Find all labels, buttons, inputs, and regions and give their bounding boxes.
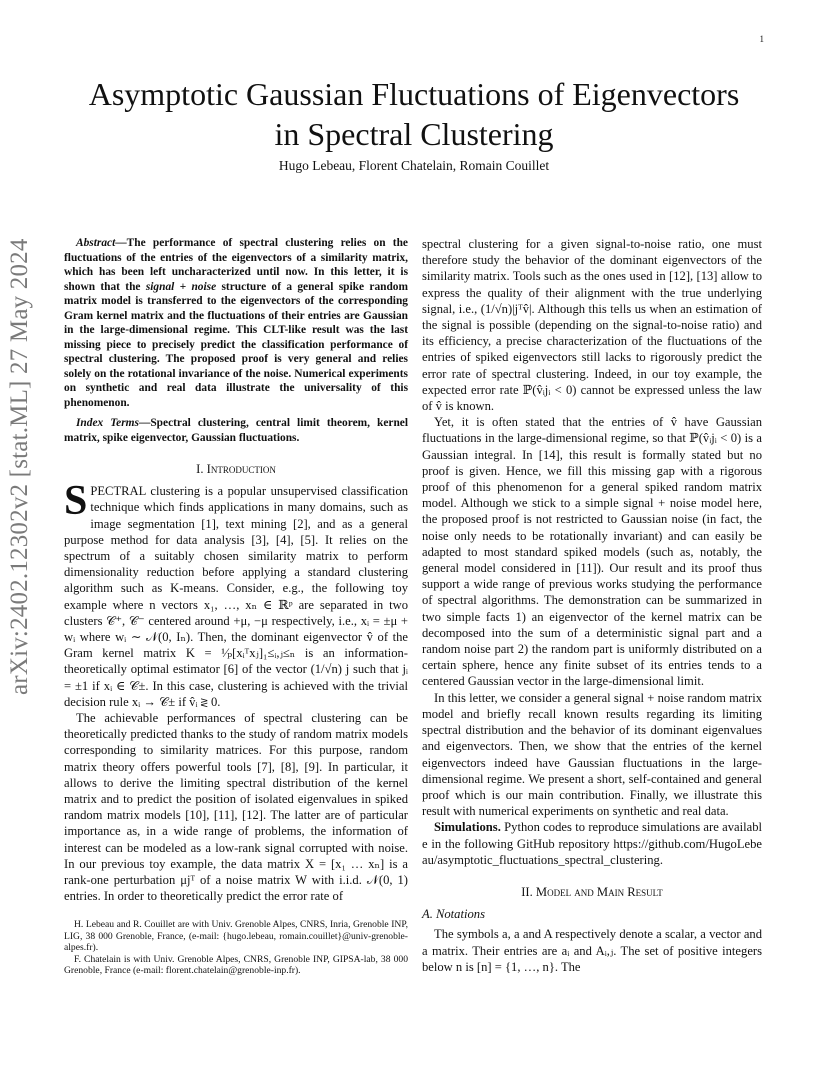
index-terms-text: Spectral clustering, central limit theorem, kernel matrix, spike eigenvector, Gaussian fluctuations. <box>64 417 408 444</box>
abstract-label: Abstract <box>76 237 116 249</box>
left-column <box>64 236 408 977</box>
abstract-text-1: The performance of spectral clustering relies on the fluctuations of the entries of the eigenvectors of a similarity matrix, which has been left uncharacterized until now. In this letter, it is shown that the <box>64 237 408 293</box>
footnote-affiliation-2: F. Chatelain is with Univ. Grenoble Alpes, CNRS, Grenoble INP, GIPSA-lab, 38 000 Grenoble, France (e-mail: florent.chatelain@grenoble-inp.fr). <box>64 953 408 977</box>
intro-paragraph-4: In this letter, we consider a general signal + noise random matrix model and briefly recall known results regarding its limiting spectral distribution and the behavior of its dominant eigenvalues and eigenvectors. Then, we show that the entries of the kernel eigenvectors indeed have Gaussian fluctuations in the large-dimensional regime. We present a short, self-contained and general proof which is our main contribution. Finally, we illustrate this result with numerical experiments on synthetic and real data. <box>422 690 762 819</box>
title-line-2: in Spectral Clustering <box>274 116 554 152</box>
arxiv-stamp: arXiv:2402.12302v2 [stat.ML] 27 May 2024 <box>6 238 33 695</box>
abstract-text-2: structure of a general spike random matrix model is transferred to the eigenvectors of the corresponding Gram kernel matrix and the fluctuations of their entries are Gaussian in the large-dimensional regime. This CLT-like result was the last missing piece to precisely predict the classification performance of spectral clustering. The proposed proof is very general and relies solely on the rotational invariance of the noise. Numerical experiments on synthetic and real data illustrate the universality of this phenomenon. <box>64 280 408 409</box>
author-list: Hugo Lebeau, Florent Chatelain, Romain Couillet <box>278 158 550 173</box>
right-column <box>422 236 762 975</box>
simulations-text: Python codes to reproduce simulations are available in the following GitHub repository https://github.com/HugoLebeau/asymptotic_fluctuations_spectral_clustering. <box>422 820 762 867</box>
paper-title <box>60 74 768 154</box>
page-number: 1 <box>759 34 764 44</box>
section-heading-introduction: I. Introduction <box>196 462 276 476</box>
drop-cap: S <box>64 478 88 525</box>
section-heading-model: II. Model and Main Result <box>521 884 663 899</box>
abstract: Abstract—The performance of spectral clustering relies on the fluctuations of the entries of the eigenvectors of a similarity matrix, which has been left uncharacterized until now. In this letter, it is shown that the signal + noise structure of a general spike random matrix model is transferred to the eigenvectors of the corresponding Gram kernel matrix and the fluctuations of their entries are Gaussian in the large-dimensional regime. This CLT-like result was the last missing piece to precisely predict the classification performance of spectral clustering. The proposed proof is very general and relies solely on the rotational invariance of the noise. Numerical experiments on synthetic and real data illustrate the universality of this phenomenon. <box>64 237 408 409</box>
notations-paragraph: The symbols a, a and A respectively denote a scalar, a vector and a matrix. Their entries are aᵢ and Aᵢ,ⱼ. The set of positive integers below n is [n] = {1, …, n}. The <box>422 927 762 974</box>
index-terms-label: Index Terms <box>76 417 139 429</box>
intro-paragraph-2-continued: spectral clustering for a given signal-to-noise ratio, one must therefore study the behavior of the dominant eigenvectors of the similarity matrix. Tools such as the ones used in [12], [13] allow to express the quality of their alignment with the true underlying signal, i.e., (1/√n)|jᵀv̂|. Although this tells us when an estimation of the signal is possible (depending on the signal-to-noise ratio) and its efficiency, a precise characterization of the fluctuations of the entries of spiked eigenvectors still lacks to rigorously predict the error rate of spectral clustering. Indeed, in our toy example, the expected error rate ℙ(v̂ᵢjᵢ < 0) cannot be expressed unless the law of v̂ is known. <box>422 237 762 414</box>
subsection-heading-notations: A. Notations <box>422 907 485 922</box>
abstract-emphasis: signal + noise <box>145 280 217 293</box>
footnote-divider <box>64 912 144 913</box>
simulations-label: Simulations. <box>434 820 501 835</box>
title-line-1: Asymptotic Gaussian Fluctuations of Eigenvectors <box>88 76 740 112</box>
intro-paragraph-2: The achievable performances of spectral clustering can be theoretically predicted thanks to the study of random matrix models corresponding to similarity matrices. For this purpose, random matrix theory offers powerful tools [7], [8], [9]. In particular, it allows to derive the limiting spectral distribution of the kernel matrix and to predict the position of isolated eigenvalues in spiked random matrix models [10], [11], [12]. The latter are of particular importance as, in a wide range of problems, the information of interest can be modeled as a low-rank signal corrupted with noise. In our previous toy example, the data matrix X = [x₁ … xₙ] is a rank-one perturbation μjᵀ of a noise matrix W with i.i.d. 𝒩(0, 1) entries. In order to theoretically predict the error rate of <box>64 711 408 904</box>
footnote-affiliation-1: H. Lebeau and R. Couillet are with Univ. Grenoble Alpes, CNRS, Inria, Grenoble INP, LIG, 38 000 Grenoble, France, (e-mail: {hugo.lebeau, romain.couillet}@univ-grenoble-alpes.fr). <box>64 919 408 954</box>
intro-paragraph-1 <box>64 478 408 710</box>
index-terms: Index Terms—Spectral clustering, central limit theorem, kernel matrix, spike eigenvector, Gaussian fluctuations. <box>64 417 408 444</box>
simulations-paragraph <box>422 819 762 868</box>
intro-paragraph-3: Yet, it is often stated that the entries of v̂ have Gaussian fluctuations in the large-dimensional regime, so that ℙ(v̂ᵢjᵢ < 0) is a Gaussian integral. In [14], this result is formally stated but no proof is given. Hence, we fill this missing gap with a rigorous proof of this phenomenon for a general spiked random matrix model. Although we stick to a simple signal + noise model here, the proposed proof is not restricted to Gaussian noise (in fact, the noise only needs to be rotationally invariant) and can easily be adapted to most standard spiked models (such as, notably, the general model considered in [11]). Our result and its proof thus support a wide range of previous works studying the performance of spectral algorithms. The demonstration can be summarized in two simple facts 1) an eigenvector of the kernel matrix can be decomposed into the sum of a deterministic signal part and a random noise part 2) the random part is uniformly distributed on a certain sphere, hence any finite subset of its entries tends to a centered Gaussian vector in the large-dimensional limit. <box>422 415 762 689</box>
intro-paragraph-1-text: PECTRAL clustering is a popular unsupervised classification technique which finds applications in many domains, such as image segmentation [1], text mining [2], and as a general purpose method for data analysis [3], [4], [5]. It relies on the spectrum of a suitably chosen similarity matrix to perform dimensionality reduction before applying a standard clustering algorithm such as K-means. Consider, e.g., the following toy example where n vectors x₁, …, xₙ ∈ ℝᵖ are separated in two clusters 𝒞⁺, 𝒞⁻ centered around +μ, −μ respectively, i.e., xᵢ = ±μ + wᵢ where wᵢ ∼ 𝒩(0, Iₙ). Then, the dominant eigenvector v̂ of the Gram kernel matrix K = ¹⁄ₚ[xᵢᵀxⱼ]₁≤ᵢ,ⱼ≤ₙ is an information-theoretically optimal estimator [6] of the vector (1/√n) j such that jᵢ = ±1 if xᵢ ∈ 𝒞±. In this case, clustering is achieved with the trivial decision rule xᵢ → 𝒞± if v̂ᵢ ≷ 0. <box>64 484 408 709</box>
